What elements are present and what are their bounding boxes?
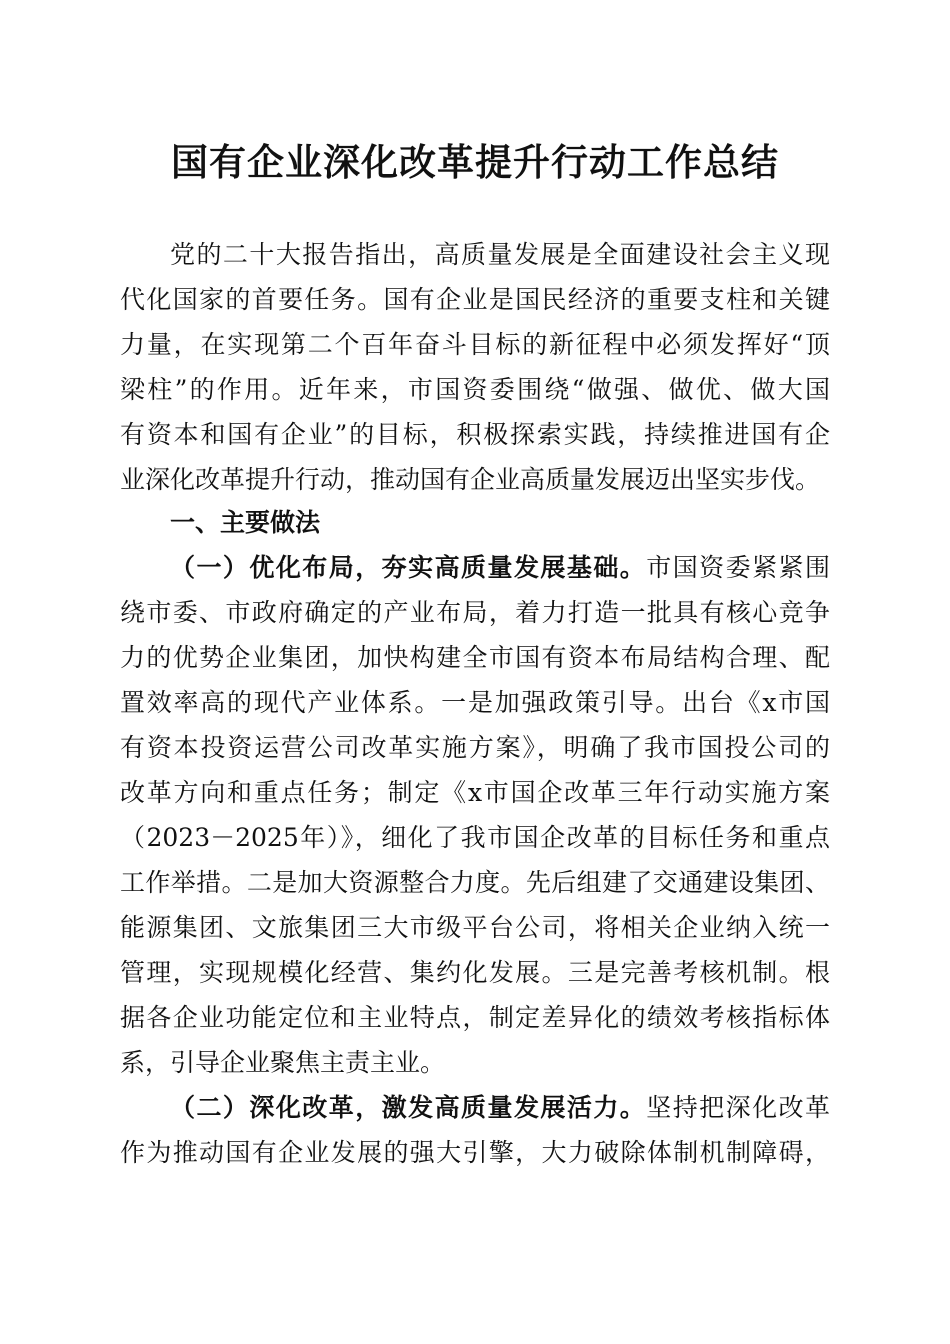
sub1-line: 管理，实现规模化经营、集约化发展。三是完善考核机制。根	[120, 958, 830, 987]
sub1-line: 工作举措。二是加大资源整合力度。先后组建了交通建设集团、	[120, 868, 830, 897]
intro-line: 代化国家的首要任务。国有企业是国民经济的重要支柱和关键	[120, 285, 830, 314]
sub1-line: 改革方向和重点任务；制定《x市国企改革三年行动实施方案	[120, 778, 830, 807]
sub2-first-line	[170, 1085, 830, 1130]
document-title: 国有企业深化改革提升行动工作总结	[171, 140, 779, 184]
sub1-line: 能源集团、文旅集团三大市级平台公司，将相关企业纳入统一	[120, 913, 830, 942]
intro-line: 党的二十大报告指出，高质量发展是全面建设社会主义现	[170, 240, 830, 269]
sub1-line: 绕市委、市政府确定的产业布局，着力打造一批具有核心竞争	[120, 598, 830, 627]
intro-line: 梁柱”的作用。近年来，市国资委围绕“做强、做优、做大国	[120, 375, 830, 404]
sub2-line: 作为推动国有企业发展的强大引擎，大力破除体制机制障碍，	[120, 1138, 830, 1167]
sub1-line: 力的优势企业集团，加快构建全市国有资本布局结构合理、配	[120, 643, 830, 672]
sub1-line: 系，引导企业聚焦主责主业。	[120, 1048, 446, 1077]
sub1-line: 置效率高的现代产业体系。一是加强政策引导。出台《x市国	[120, 688, 830, 717]
sub1-line: （2023－2025年）》，细化了我市国企改革的目标任务和重点	[120, 823, 830, 852]
sub1-line: 据各企业功能定位和主业特点，制定差异化的绩效考核指标体	[120, 1003, 830, 1032]
intro-line: 业深化改革提升行动，推动国有企业高质量发展迈出坚实步伐。	[120, 465, 821, 494]
intro-line: 有资本和国有企业”的目标，积极探索实践，持续推进国有企	[120, 420, 830, 449]
sub2-first-rest: 坚持把深化改革	[646, 1093, 830, 1122]
sub1-heading: （一）优化布局，夯实高质量发展基础。	[170, 553, 647, 582]
sub1-line: 有资本投资运营公司改革实施方案》，明确了我市国投公司的	[120, 733, 830, 762]
sub2-heading: （二）深化改革，激发高质量发展活力。	[170, 1093, 647, 1122]
section-heading: 一、主要做法	[170, 508, 321, 537]
intro-line: 力量，在实现第二个百年奋斗目标的新征程中必须发挥好“顶	[120, 330, 830, 359]
sub1-first-rest: 市国资委紧紧围	[646, 553, 830, 582]
sub1-first-line	[170, 545, 830, 590]
